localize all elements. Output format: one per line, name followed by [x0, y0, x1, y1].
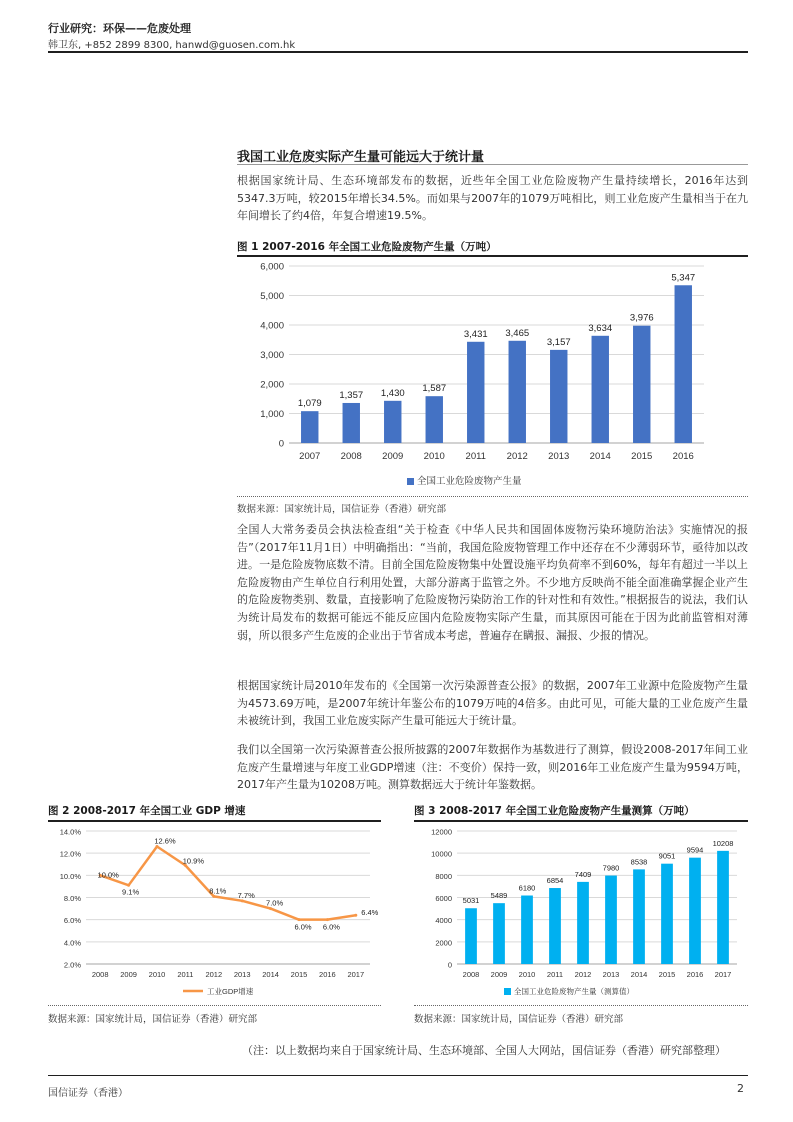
bar [675, 285, 692, 443]
y-tick-label: 12000 [431, 827, 452, 837]
line-point [298, 918, 301, 921]
data-note: （注：以上数据均来自于国家统计局、生态环境部、全国人大网站，国信证券（香港）研究部整理） [242, 1044, 726, 1057]
bar [467, 342, 484, 443]
x-tick-label: 2008 [91, 970, 109, 979]
data-label: 6.4% [361, 908, 379, 918]
bar [592, 336, 609, 443]
y-tick-label: 8.0% [63, 894, 81, 903]
figure-2-source: 数据来源：国家统计局，国信证券（香港）研究部 [48, 1014, 258, 1025]
bar [493, 903, 505, 964]
figure-3-source: 数据来源：国家统计局，国信证券（香港）研究部 [414, 1014, 624, 1025]
data-label: 1,430 [380, 387, 405, 399]
x-tick-label: 2013 [602, 970, 620, 979]
data-label: 1,079 [297, 398, 322, 410]
figure-1-source-divider [237, 496, 748, 497]
data-label: 1,357 [339, 389, 364, 401]
x-tick-label: 2009 [382, 451, 404, 462]
data-label: 6180 [518, 883, 536, 893]
bar [384, 401, 401, 443]
x-tick-label: 2007 [299, 451, 321, 462]
data-label: 7980 [602, 863, 620, 873]
y-tick-label: 6,000 [260, 261, 284, 273]
y-tick-label: 8000 [435, 871, 452, 881]
legend-swatch [504, 988, 511, 995]
x-tick-label: 2011 [465, 451, 486, 462]
figure-3-title: 图 3 2008-2017 年全国工业危险废物产生量测算（万吨） [414, 805, 695, 817]
footer-divider [48, 1075, 748, 1076]
legend-swatch [407, 478, 414, 485]
x-tick-label: 2015 [658, 970, 676, 979]
y-tick-label: 10.0% [59, 871, 81, 881]
figure-2-chart [48, 823, 381, 1003]
x-tick-label: 2011 [177, 970, 194, 979]
x-tick-label: 2013 [548, 451, 570, 462]
bar [549, 888, 561, 964]
figure-1-source: 数据来源：国家统计局，国信证券（香港）研究部 [237, 504, 447, 515]
data-label: 10.0% [97, 870, 119, 880]
x-tick-label: 2015 [631, 451, 653, 462]
bar [717, 851, 729, 964]
bar [521, 896, 533, 964]
paragraph-4: 我们以全国第一次污染源普查公报所披露的2007年数据作为基数进行了测算，假设2008-2017年间工业危废产生量增速与年度工业GDP增速（注：不变价）保持一致，则2016年工业危废产生量为9594万吨，2017年产生量为10208万吨。测算数据远大于统计年鉴数据。 [237, 743, 748, 792]
data-label: 6.0% [322, 922, 340, 932]
data-label: 8.1% [209, 886, 227, 896]
x-tick-label: 2008 [462, 970, 480, 979]
line-point [326, 918, 329, 921]
legend-label: 全国工业危险废物产生量（测算值） [514, 987, 634, 996]
bar [633, 869, 645, 964]
figure-1-chart [237, 258, 748, 494]
y-tick-label: 6.0% [63, 916, 81, 926]
data-label: 9051 [658, 851, 676, 861]
bar [550, 350, 567, 443]
y-tick-label: 2.0% [63, 960, 81, 970]
paragraph-3: 根据国家统计局2010年发布的《全国第一次污染源普查公报》的数据，2007年工业源中危险废物产生量为4573.69万吨，是2007年统计年鉴公布的1079万吨的4倍多。由此可见，可能大量的工业危废产生量未被统计到，我国工业危废实际产生量可能远大于统计量。 [237, 679, 748, 728]
line-point [354, 914, 357, 917]
figure-1-title: 图 1 2007-2016 年全国工业危险废物产生量（万吨） [237, 241, 497, 253]
figure-3-chart [414, 823, 748, 1003]
header-divider [48, 51, 748, 53]
x-tick-label: 2011 [546, 970, 564, 979]
figure-2-source-divider [48, 1005, 381, 1006]
analyst-contact: 韩卫东, +852 2899 8300, hanwd@guosen.com.hk [48, 40, 296, 51]
x-tick-label: 2010 [518, 970, 536, 979]
x-tick-label: 2016 [686, 970, 704, 979]
x-tick-label: 2012 [205, 970, 223, 979]
x-tick-label: 2014 [262, 970, 279, 979]
figure-1-divider [237, 255, 748, 257]
data-label: 3,431 [463, 328, 488, 340]
x-tick-label: 2009 [490, 970, 508, 979]
y-tick-label: 2000 [435, 938, 452, 948]
data-label: 9.1% [122, 887, 140, 897]
y-tick-label: 4.0% [63, 938, 81, 948]
data-label: 12.6% [154, 836, 176, 846]
bar [633, 326, 650, 443]
legend-label: 工业GDP增速 [207, 987, 254, 996]
bar [301, 411, 318, 443]
series-line [97, 847, 356, 920]
x-tick-label: 2014 [630, 970, 648, 979]
data-label: 3,465 [505, 327, 530, 339]
y-tick-label: 3,000 [260, 350, 284, 361]
x-tick-label: 2009 [120, 970, 137, 979]
bar [689, 858, 701, 964]
data-label: 8538 [630, 857, 648, 867]
paragraph-1: 根据国家统计局、生态环境部发布的数据，近些年全国工业危险废物产生量持续增长，2016年达到5347.3万吨，较2015年增长34.5%。而如果与2007年的1079万吨相比，则工业危废产生量相当于在九年间增长了约4倍，年复合增速19.5%。 [237, 174, 748, 223]
y-tick-label: 14.0% [59, 827, 81, 837]
page-number: 2 [737, 1082, 744, 1095]
data-label: 5489 [490, 891, 508, 901]
y-tick-label: 10000 [431, 849, 452, 859]
x-tick-label: 2010 [423, 451, 445, 462]
figure-2-divider [48, 820, 381, 822]
x-tick-label: 2013 [233, 970, 251, 979]
x-tick-label: 2016 [672, 451, 694, 462]
y-tick-label: 2,000 [260, 379, 284, 391]
data-label: 10.9% [182, 856, 205, 866]
data-label: 5,347 [671, 272, 696, 284]
y-tick-label: 12.0% [59, 849, 81, 859]
y-tick-label: 5,000 [260, 291, 284, 302]
y-tick-label: 1,000 [260, 409, 284, 420]
x-tick-label: 2014 [589, 451, 611, 462]
data-label: 7.0% [266, 898, 284, 908]
bar [605, 876, 617, 964]
figure-3-source-divider [414, 1005, 748, 1006]
y-tick-label: 4000 [435, 916, 452, 926]
y-tick-label: 0 [278, 438, 284, 450]
section-title: 我国工业危废实际产生量可能远大于统计量 [237, 150, 485, 165]
legend-label: 全国工业危险废物产生量 [417, 476, 522, 487]
data-label: 3,976 [629, 312, 654, 324]
x-tick-label: 2008 [340, 451, 362, 462]
data-label: 5031 [462, 896, 480, 906]
bar [343, 403, 360, 443]
bar [465, 908, 477, 964]
bar [577, 882, 589, 964]
data-label: 10208 [712, 838, 734, 848]
data-label: 3,157 [546, 336, 571, 348]
footer-company: 国信证券（香港） [48, 1088, 128, 1099]
x-tick-label: 2012 [506, 451, 528, 462]
data-label: 7.7% [237, 890, 255, 900]
paragraph-2: 全国人大常务委员会执法检查组“关于检查《中华人民共和国固体废物污染环境防治法》实施情况的报告”（2017年11月1日）中明确指出：“当前，我国危险废物管理工作中还存在不少薄弱环节，亟待加以改进。一是危险废物底数不清。目前全国危险废物集中处置设施平均负荷率不到60%，每年有超过一半以上危险废物由产生单位自行利用处置，大部分游离于监管之外。不少地方反映尚不能全面准确掌握企业产生的危险废物类别、数量，直接影响了危险废物污染防治工作的针对性和有效性。”根据报告的说法，我们认为统计局发布的数据可能远不能反应国内危险废物实际产生量，而其原因可能在于因为此前监管相对薄弱，所以很多产生危废的企业出于节省成本考虑，普遍存在瞒报、漏报、少报的情况。 [237, 523, 748, 642]
x-tick-label: 2015 [290, 970, 308, 979]
figure-3-divider [414, 820, 748, 822]
y-tick-label: 4,000 [260, 320, 284, 332]
x-tick-label: 2017 [714, 970, 732, 979]
data-label: 6854 [546, 876, 564, 886]
data-label: 7409 [574, 869, 592, 879]
section-divider [237, 164, 748, 165]
x-tick-label: 2017 [347, 970, 365, 979]
data-label: 9594 [686, 845, 704, 855]
bar [426, 396, 443, 443]
figure-2-title: 图 2 2008-2017 年全国工业 GDP 增速 [48, 805, 246, 817]
x-tick-label: 2012 [574, 970, 592, 979]
report-category: 行业研究：环保——危废处理 [48, 22, 191, 35]
y-tick-label: 6000 [435, 894, 452, 903]
x-tick-label: 2016 [319, 970, 336, 979]
data-label: 3,634 [588, 322, 613, 334]
bar [509, 341, 526, 443]
bar [661, 864, 673, 964]
data-label: 6.0% [294, 922, 312, 932]
y-tick-label: 0 [447, 960, 452, 970]
data-label: 1,587 [422, 383, 447, 395]
x-tick-label: 2010 [148, 970, 166, 979]
